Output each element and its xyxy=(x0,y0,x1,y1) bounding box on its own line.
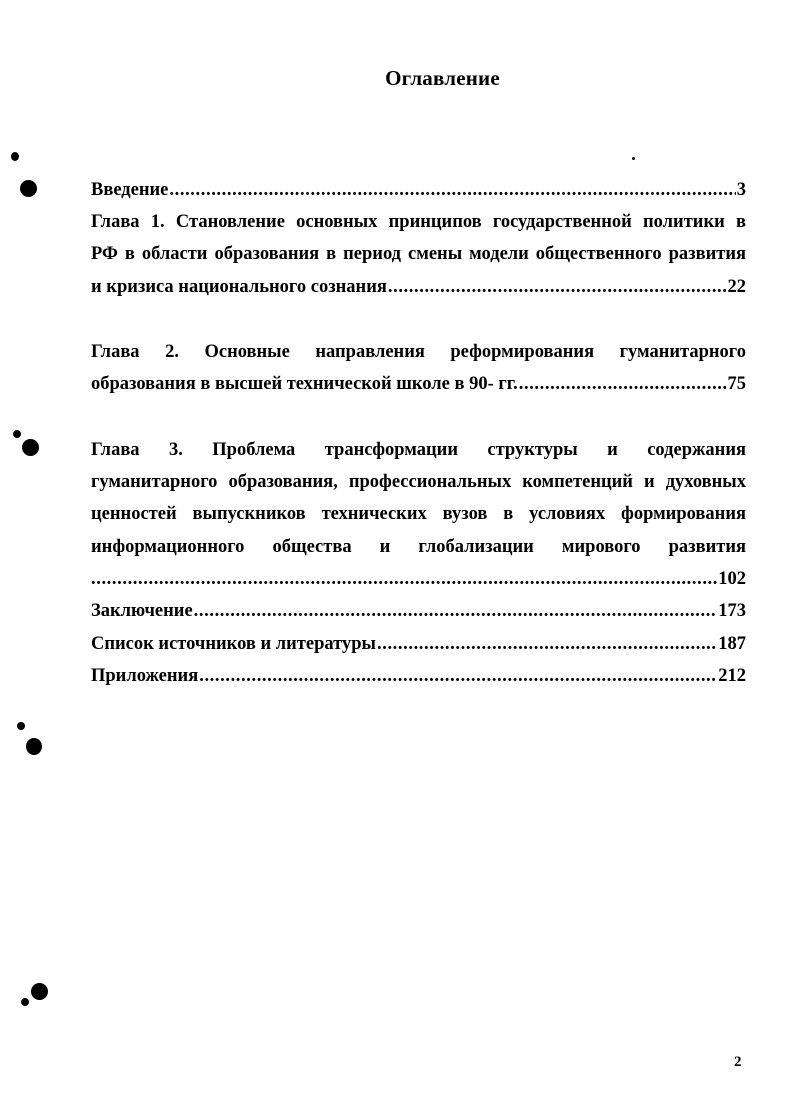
toc-entry-chapter2 xyxy=(91,371,746,397)
toc-chapter3-line-1: Глава 3. Проблема трансформации структуры и содержания xyxy=(91,440,746,460)
toc-entry-intro xyxy=(91,177,746,203)
binder-hole-2 xyxy=(22,439,39,456)
toc-page: 75 xyxy=(727,374,746,394)
toc-page: 3 xyxy=(736,180,746,200)
page-title: Оглавление xyxy=(385,66,500,90)
toc-page: 187 xyxy=(718,634,746,654)
speck-1 xyxy=(11,152,19,161)
toc-label: Введение xyxy=(91,180,169,200)
toc-page: 173 xyxy=(718,601,746,621)
toc-page: 102 xyxy=(718,569,746,589)
binder-hole-3 xyxy=(26,738,42,755)
toc-entry-appendices xyxy=(91,663,746,689)
toc-label: Список источников и литературы xyxy=(91,634,376,654)
speck-5 xyxy=(632,157,635,160)
page-number: 2 xyxy=(734,1054,742,1070)
toc-page: 212 xyxy=(718,666,746,686)
toc-chapter3-line-4: информационного общества и глобализации мирового развития xyxy=(91,537,746,557)
speck-2 xyxy=(13,430,21,438)
toc-entry-conclusion xyxy=(91,598,746,624)
toc-label: Приложения xyxy=(91,666,199,686)
dot-leader xyxy=(388,274,727,300)
toc-label: и кризиса национального сознания xyxy=(91,277,387,297)
toc-label: Заключение xyxy=(91,601,193,621)
binder-hole-4 xyxy=(31,983,48,1000)
dot-leader xyxy=(91,566,717,592)
speck-3 xyxy=(17,722,25,730)
toc-chapter3-line-2: гуманитарного образования, профессиональных компетенций и духовных xyxy=(91,472,746,492)
dot-leader xyxy=(377,631,717,657)
toc-entry-chapter3 xyxy=(91,566,746,592)
toc-page: 22 xyxy=(727,277,746,297)
dot-leader xyxy=(519,371,727,397)
toc-chapter1-line-2: РФ в области образования в период смены модели общественного развития xyxy=(91,244,746,264)
toc-label: образования в высшей технической школе в 90- гг. xyxy=(91,374,518,394)
toc-entry-sources xyxy=(91,631,746,657)
toc-chapter2-line-1: Глава 2. Основные направления реформирования гуманитарного xyxy=(91,342,746,362)
speck-4 xyxy=(21,998,29,1006)
toc-chapter1-line-1: Глава 1. Становление основных принципов государственной политики в xyxy=(91,212,746,232)
dot-leader xyxy=(194,598,718,624)
binder-hole-1 xyxy=(20,180,37,197)
toc-entry-chapter1 xyxy=(91,274,746,300)
dot-leader xyxy=(169,177,735,203)
dot-leader xyxy=(199,663,717,689)
toc-chapter3-line-3: ценностей выпускников технических вузов в условиях формирования xyxy=(91,504,746,524)
